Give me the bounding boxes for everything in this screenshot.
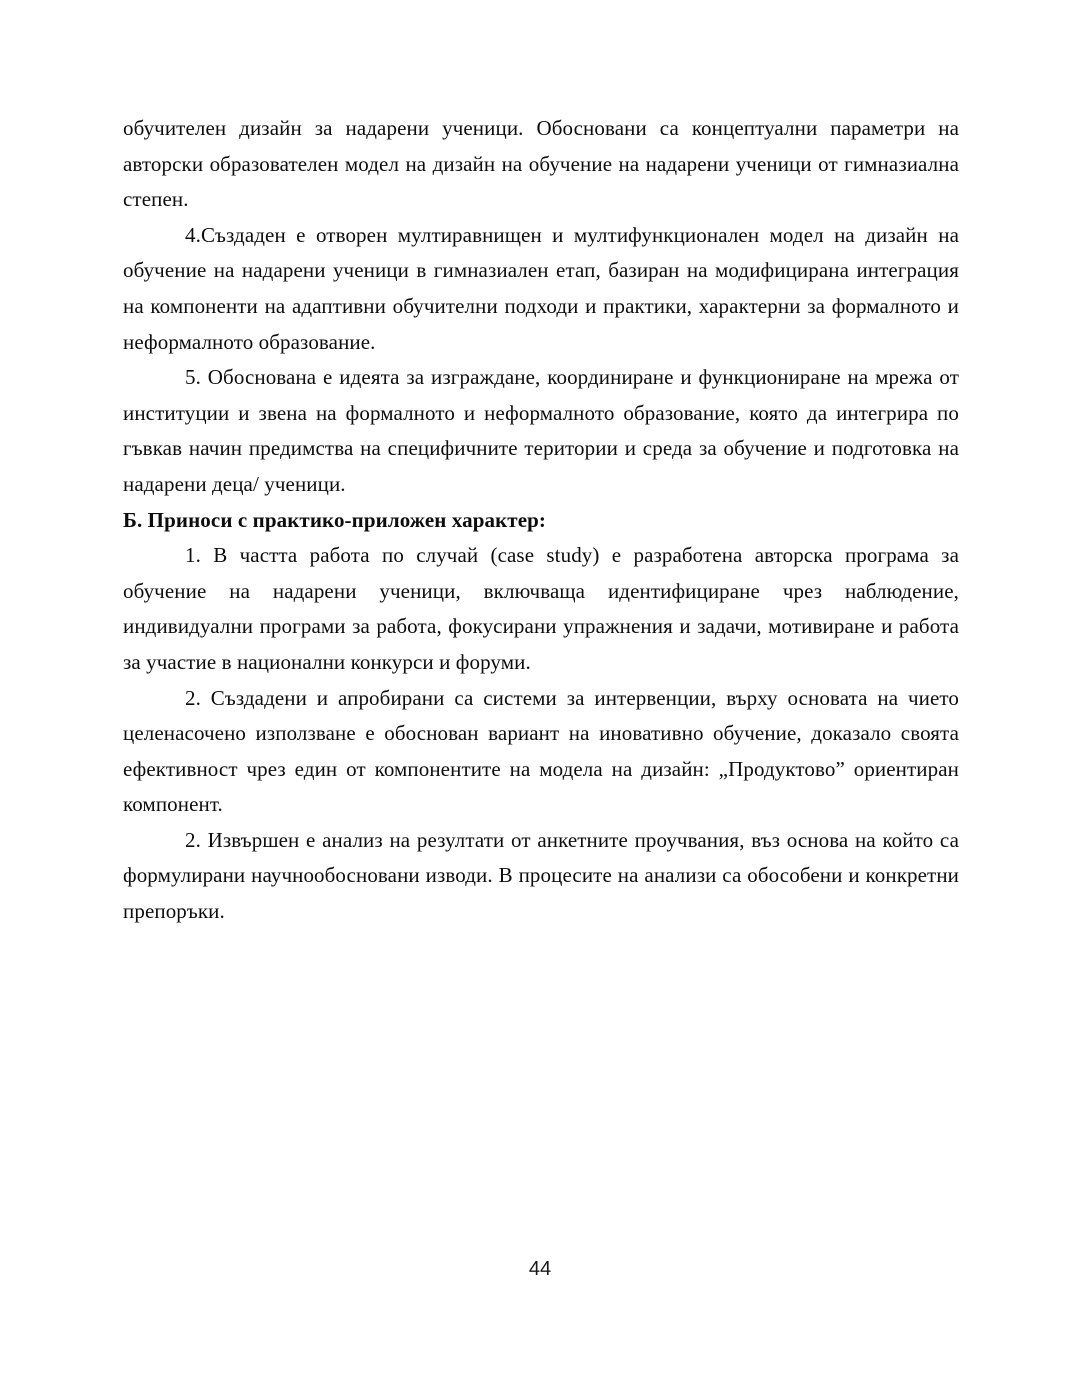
section-heading: Б. Приноси с практико-приложен характер: bbox=[123, 507, 547, 532]
paragraph-item-2b: 2. Извършен е анализ на резултати от анкетните проучвания, въз основа на който са формулирани научнообосновани изводи. В процесите на анализи са обособени и конкретни препоръки. bbox=[123, 827, 959, 924]
text-block bbox=[123, 111, 959, 930]
page-number: 44 bbox=[528, 1258, 552, 1280]
paragraph-item-4: 4.Създаден е отворен мултиравнищен и мултифункционален модел на дизайн на обучение на надарени ученици в гимназиален етап, базиран на модифицирана интеграция на компоненти на адаптивни обучителни подходи и практики, характерни за формалното и неформалното образование. bbox=[123, 222, 959, 354]
paragraph-item-2: 2. Създадени и апробирани са системи за интервенции, върху основата на чието целенасочено използване е обоснован вариант на иновативно обучение, доказало своята ефективност чрез един от компонентите на модела на дизайн: „Продуктово” ориентиран компонент. bbox=[123, 685, 959, 817]
paragraph-item-1: 1. В частта работа по случай (case study) е разработена авторска програма за обучение на надарени ученици, включваща идентифициране чрез наблюдение, индивидуални програми за работа, фокусирани упражнения и задачи, мотивиране и работа за участие в национални конкурси и форуми. bbox=[123, 543, 959, 674]
paragraph-continuation: обучителен дизайн за надарени ученици. Обосновани са концептуални параметри на авторски образователен модел на дизайн на обучение на надарени ученици от гимназиална степен. bbox=[123, 116, 959, 212]
paragraph-item-5: 5. Обоснована е идеята за изграждане, координиране и функциониране на мрежа от институции и звена на формалното и неформалното образование, която да интегрира по гъвкав начин предимства на специфичните територии и среда за обучение и подготовка на надарени деца/ ученици. bbox=[123, 365, 959, 496]
